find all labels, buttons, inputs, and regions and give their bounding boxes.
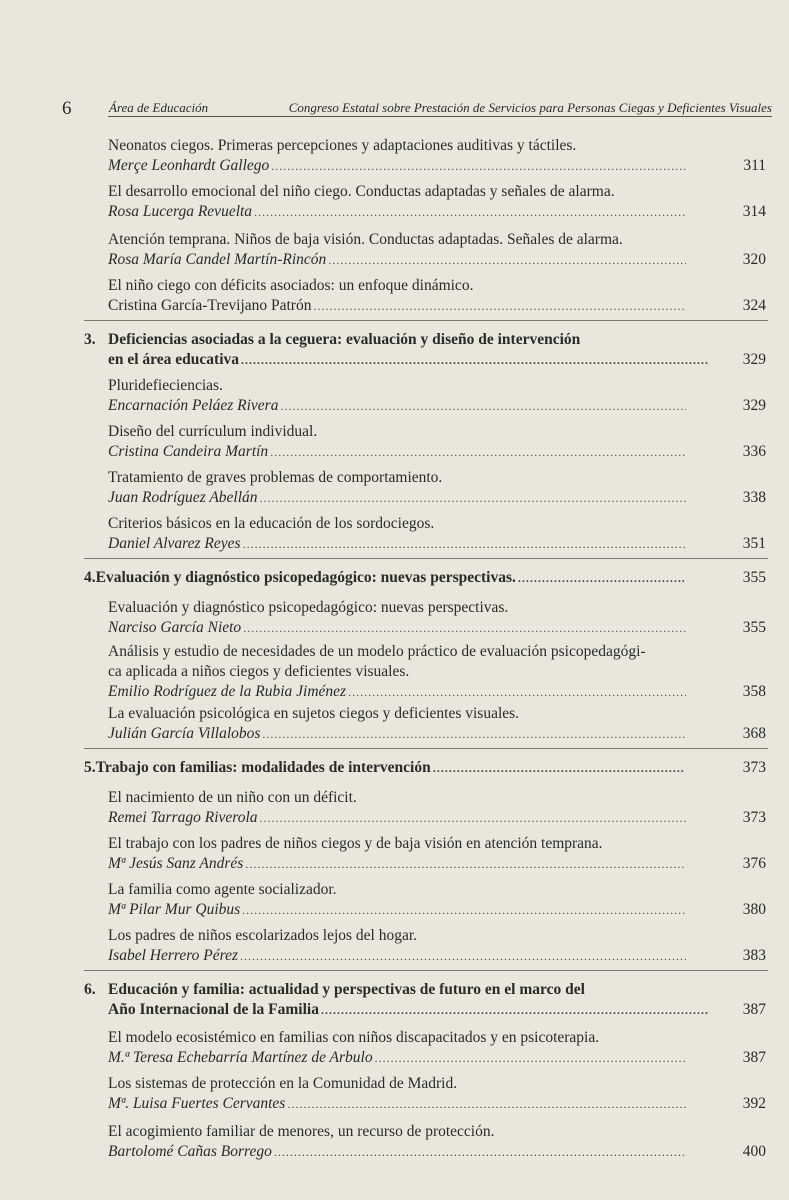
toc-title-line: Criterios básicos en la educación de los sordociegos. [108,515,435,532]
toc-page-number: 329 [742,397,766,414]
toc-title-line: Los sistemas de protección en la Comunidad de Madrid. [108,1075,458,1092]
toc-page-number: 376 [742,855,766,872]
toc-title-line: Tratamiento de graves problemas de comportamiento. [108,469,443,486]
toc-leader-line [108,1094,690,1114]
toc-title-line: La familia como agente socializador. [108,881,337,898]
dot-leader [262,724,686,744]
toc-leader-line [108,534,690,554]
author-name: M.ª Teresa Echebarría Martínez de Arbulo [108,1049,373,1066]
section-rule [84,558,768,559]
dot-leader [348,682,686,702]
author-name: Narciso García Nieto [108,619,242,636]
toc-page-number: 373 [742,809,766,826]
toc-leader-line [84,568,688,588]
toc-title-line: ca aplicada a niños ciegos y deficientes visuales. [108,663,410,680]
toc-page-number: 311 [743,157,766,174]
dot-leader [243,618,686,638]
toc-section[interactable] [84,330,766,370]
dot-leader [240,946,686,966]
toc-title-line: Atención temprana. Niños de baja visión. Conductas adaptadas. Señales de alarma. [108,231,623,248]
toc-title-line: Diseño del currículum individual. [108,423,318,440]
toc-entry[interactable] [108,642,766,702]
section-rule [84,970,768,971]
toc-leader-line [108,618,690,638]
toc-leader-line [108,682,690,702]
toc-title-line: Análisis y estudio de necesidades de un modelo práctico de evaluación psicopedagógi- [108,643,646,660]
toc-leader-line [108,724,690,744]
toc-entry[interactable] [108,1074,766,1114]
toc-title-line: El trabajo con los padres de niños ciegos y de baja visión en atención temprana. [108,835,603,852]
toc-entry[interactable] [108,422,766,462]
toc-section[interactable] [84,980,766,1020]
dot-leader [375,1048,686,1068]
toc-page-number: 351 [742,535,766,552]
toc-leader-line [108,1048,690,1068]
toc-page-number: 338 [742,489,766,506]
dot-leader [270,442,686,462]
header-rule [108,116,772,117]
author-name: Cristina García-Trevijano Patrón [108,297,312,314]
author-name: Remei Tarrago Riverola [108,809,258,826]
toc-entry[interactable] [108,788,766,828]
section-number: 5. [84,759,96,776]
toc-page-number: 355 [742,569,766,586]
toc-title-line: El nacimiento de un niño con un déficit. [108,789,357,806]
section-title: Deficiencias asociadas a la ceguera: evaluación y diseño de intervención [108,331,581,348]
toc-title-line: Evaluación y diagnóstico psicopedagógico: nuevas perspectivas. [108,599,509,616]
toc-title-line: Neonatos ciegos. Primeras percepciones y adaptaciones auditivas y táctiles. [108,137,577,154]
dot-leader [433,758,684,778]
dot-leader [241,350,708,370]
toc-page-number: 329 [742,351,766,368]
toc-entry[interactable] [108,1028,766,1068]
toc-title-line: El niño ciego con déficits asociados: un enfoque dinámico. [108,277,474,294]
toc-page-number: 380 [742,901,766,918]
header-area: Área de Educación [109,100,209,115]
toc-page-number: 373 [742,759,766,776]
toc-title-line: El modelo ecosistémico en familias con niños discapacitados y en psicoterapia. [108,1029,600,1046]
section-title: en el área educativa [108,351,240,368]
toc-page-number: 383 [742,947,766,964]
page-number: 6 [62,98,72,119]
author-name: Cristina Candeira Martín [108,443,269,460]
toc-leader-line [108,250,690,270]
section-number: 4. [84,569,96,586]
section-title: Evaluación y diagnóstico psicopedagógico: nuevas perspectivas. [95,569,516,586]
dot-leader [321,1000,708,1020]
dot-leader [518,568,684,588]
toc-title-line [84,980,766,1000]
section-title: Año Internacional de la Familia [108,1001,319,1018]
toc-page-number: 368 [742,725,766,742]
toc-leader-line [84,350,712,370]
dot-leader [287,1094,686,1114]
dot-leader [328,250,686,270]
toc-page-number: 392 [742,1095,766,1112]
section-number: 6. [84,981,96,998]
toc-leader-line [108,900,690,920]
author-name: Encarnación Peláez Rivera [108,397,279,414]
author-name: Rosa María Candel Martín-Rincón [108,251,327,268]
toc-leader-line [108,296,690,316]
dot-leader [271,156,686,176]
toc-leader-line [84,758,688,778]
toc-title-line: El acogimiento familiar de menores, un recurso de protección. [108,1123,495,1140]
author-name: Mª Jesús Sanz Andrés [108,855,244,872]
toc-title-line: Los padres de niños escolarizados lejos del hogar. [108,927,418,944]
dot-leader [254,202,686,222]
toc-page-number: 324 [742,297,766,314]
dot-leader [260,488,686,508]
dot-leader [260,808,686,828]
toc-section[interactable] [84,758,766,778]
author-name: Juan Rodríguez Abellán [108,489,258,506]
toc-entry[interactable] [108,376,766,416]
toc-leader-line [108,854,690,874]
toc-entry[interactable] [108,704,766,744]
toc-page-number: 355 [742,619,766,636]
section-rule [84,748,768,749]
toc-entry[interactable] [108,182,766,222]
author-name: Mª Pilar Mur Quibus [108,901,241,918]
toc-title-line [84,330,766,350]
toc-entry[interactable] [108,514,766,554]
toc-entry[interactable] [108,468,766,508]
toc-entry[interactable] [108,136,766,176]
section-rule [84,320,768,321]
dot-leader [313,296,686,316]
author-name: Mª. Luisa Fuertes Cervantes [108,1095,286,1112]
toc-title-line: El desarrollo emocional del niño ciego. Conductas adaptadas y señales de alarma. [108,183,615,200]
author-name: Bartolomé Cañas Borrego [108,1143,272,1160]
toc-page-number: 314 [742,203,766,220]
toc-leader-line [108,442,690,462]
toc-page-number: 387 [742,1001,766,1018]
author-name: Emilio Rodríguez de la Rubia Jiménez [108,683,347,700]
author-name: Rosa Lucerga Revuelta [108,203,253,220]
toc-section[interactable] [84,568,766,588]
toc-page-number: 320 [742,251,766,268]
toc-page-number: 387 [742,1049,766,1066]
header-congress: Congreso Estatal sobre Prestación de Servicios para Personas Ciegas y Deficientes Visuales [288,100,772,115]
toc-entry[interactable] [108,834,766,874]
author-name: Merçe Leonhardt Gallego [108,157,270,174]
toc-leader-line [108,396,690,416]
toc-leader-line [84,1000,712,1020]
toc-entry[interactable] [108,276,766,316]
section-title: Educación y familia: actualidad y perspectivas de futuro en el marco del [108,981,585,998]
toc-leader-line [108,202,690,222]
toc-page-number: 336 [742,443,766,460]
toc-leader-line [108,946,690,966]
toc-leader-line [108,488,690,508]
dot-leader [242,900,686,920]
toc-entry[interactable] [108,230,766,270]
section-number: 3. [84,331,96,348]
dot-leader [280,396,686,416]
author-name: Isabel Herrero Pérez [108,947,238,964]
toc-leader-line [108,156,690,176]
toc-page-number: 400 [742,1143,766,1160]
toc-title-line: La evaluación psicológica en sujetos ciegos y deficientes visuales. [108,705,520,722]
author-name: Julián García Villalobos [108,725,261,742]
section-title: Trabajo con familias: modalidades de intervención [95,759,431,776]
toc-title-line: Pluridefieciencias. [108,377,223,394]
dot-leader [274,1142,686,1162]
author-name: Daniel Alvarez Reyes [108,535,241,552]
toc-page-number: 358 [742,683,766,700]
dot-leader [243,534,686,554]
toc-leader-line [108,808,690,828]
toc-entry[interactable] [108,1122,766,1162]
toc-leader-line [108,1142,690,1162]
dot-leader [245,854,686,874]
toc-entry[interactable] [108,598,766,638]
toc-entry[interactable] [108,880,766,920]
toc-entry[interactable] [108,926,766,966]
